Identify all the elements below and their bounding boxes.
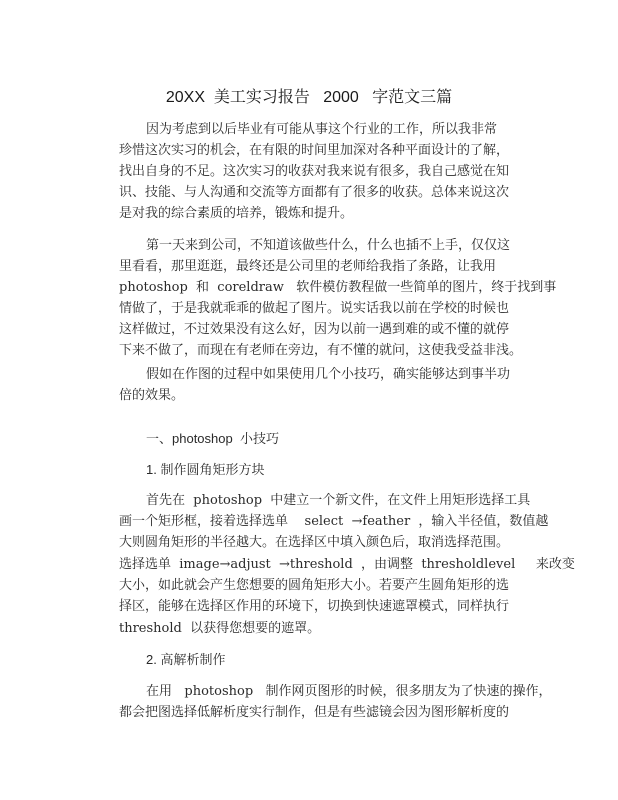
- text-line: photoshop 和 coreldraw 软件模仿教程做一些简单的图片，终于找到事: [119, 280, 557, 295]
- document-title: 20XX 美工实习报告 2000 字范文三篇: [165, 89, 453, 106]
- text-line: 选择选单 image→adjust →threshold ，由调整 thresholdlevel 来改变: [119, 557, 575, 572]
- text-line: 珍惜这次实习的机会，在有限的时间里加深对各种平面设计的了解，: [119, 143, 510, 158]
- text-line: 2. 高解析制作: [146, 652, 226, 667]
- text-line: 一、photoshop 小技巧: [146, 431, 279, 446]
- text-line: 1. 制作圆角矩形方块: [146, 462, 265, 477]
- text-line: 大则圆角矩形的半径越大。在选择区中填入颜色后，取消选择范围。: [119, 535, 510, 550]
- text-line: 是对我的综合素质的培养，锻炼和提升。: [119, 206, 354, 221]
- text-line: 倍的效果。: [119, 388, 185, 403]
- text-line: 画一个矩形框，接着选择选单 select →feather ，输入半径值，数值越: [119, 514, 549, 529]
- text-line: 第一天来到公司，不知道该做些什么，什么也插不上手，仅仅这: [146, 238, 511, 253]
- text-line: threshold 以获得您想要的遮罩。: [119, 621, 321, 636]
- text-line: 都会把图选择低解析度实行制作，但是有些滤镜会因为图形解析度的: [119, 705, 510, 720]
- text-line: 情做了，于是我就乖乖的做起了图片。说实话我以前在学校的时候也: [119, 301, 510, 316]
- text-line: 择区，能够在选择区作用的环境下，切换到快速遮罩模式，同样执行: [119, 599, 510, 614]
- text-line: 里看看，那里逛逛，最终还是公司里的老师给我指了条路，让我用: [119, 259, 497, 274]
- text-line: 首先在 photoshop 中建立一个新文件，在文件上用矩形选择工具: [146, 493, 531, 508]
- text-line: 因为考虑到以后毕业有可能从事这个行业的工作，所以我非常: [146, 122, 498, 137]
- text-line: 找出自身的不足。这次实习的收获对我来说有很多，我自己感觉在知: [119, 164, 510, 179]
- text-line: 在用 photoshop 制作网页图形的时候，很多朋友为了快速的操作，: [146, 684, 552, 699]
- text-line: 这样做过，不过效果没有这么好，因为以前一遇到难的或不懂的就停: [119, 322, 510, 337]
- text-line: 大小，如此就会产生您想要的圆角矩形大小。若要产生圆角矩形的选: [119, 578, 510, 593]
- text-line: 识、技能、与人沟通和交流等方面都有了很多的收获。总体来说这次: [119, 185, 510, 200]
- text-line: 下来不做了，而现在有老师在旁边，有不懂的就问，这使我受益非浅。: [119, 343, 523, 358]
- text-line: 假如在作图的过程中如果使用几个小技巧，确实能够达到事半功: [146, 367, 511, 382]
